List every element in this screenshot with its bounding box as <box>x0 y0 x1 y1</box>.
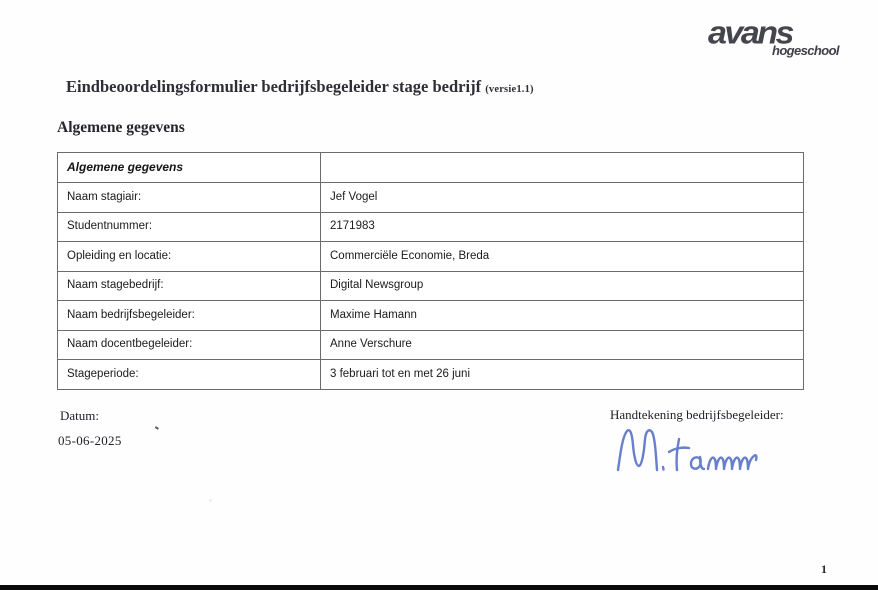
date-label: Datum: <box>60 408 99 423</box>
table-header-cell: Algemene gegevens <box>58 153 321 183</box>
field-label: Naam stagiair: <box>58 183 321 213</box>
field-value: Digital Newsgroup <box>321 271 804 301</box>
field-label: Stageperiode: <box>58 360 321 390</box>
avans-logo-subtitle: hogeschool <box>772 43 839 58</box>
scan-speck <box>155 426 159 429</box>
handwritten-signature <box>611 423 771 475</box>
field-label: Opleiding en locatie: <box>58 242 321 272</box>
section-heading: Algemene gegevens <box>57 119 185 136</box>
avans-logo-wordmark: avans <box>708 14 792 52</box>
field-value: Jef Vogel <box>321 183 804 213</box>
avans-logo <box>700 10 850 62</box>
scan-speck <box>209 499 212 502</box>
table-header-empty-cell <box>321 153 804 183</box>
table-row <box>58 183 804 213</box>
field-label: Naam stagebedrijf: <box>58 271 321 301</box>
document-version: (versie1.1) <box>485 84 534 95</box>
field-label: Studentnummer: <box>58 212 321 242</box>
signature-label: Handtekening bedrijfsbegeleider: <box>610 407 784 422</box>
field-label: Naam bedrijfsbegeleider: <box>58 301 321 331</box>
table-row <box>58 212 804 242</box>
scan-edge-bar <box>0 585 878 590</box>
page-number: 1 <box>821 562 827 576</box>
signature-ink-icon <box>611 423 771 475</box>
field-value: 2171983 <box>321 212 804 242</box>
table-header-row <box>58 153 804 183</box>
table-row <box>58 242 804 272</box>
field-label: Naam docentbegeleider: <box>58 330 321 360</box>
table-row <box>58 360 804 390</box>
field-value: Commerciële Economie, Breda <box>321 242 804 272</box>
field-value: Anne Verschure <box>321 330 804 360</box>
algemene-gegevens-table <box>57 152 804 390</box>
document-title-text: Eindbeoordelingsformulier bedrijfsbegeleider stage bedrijf <box>66 77 482 96</box>
table-row <box>58 301 804 331</box>
table-row <box>58 271 804 301</box>
date-value: 05-06-2025 <box>58 433 122 448</box>
field-value: Maxime Hamann <box>321 301 804 331</box>
table-row <box>58 330 804 360</box>
document-title <box>66 77 534 97</box>
field-value: 3 februari tot en met 26 juni <box>321 360 804 390</box>
